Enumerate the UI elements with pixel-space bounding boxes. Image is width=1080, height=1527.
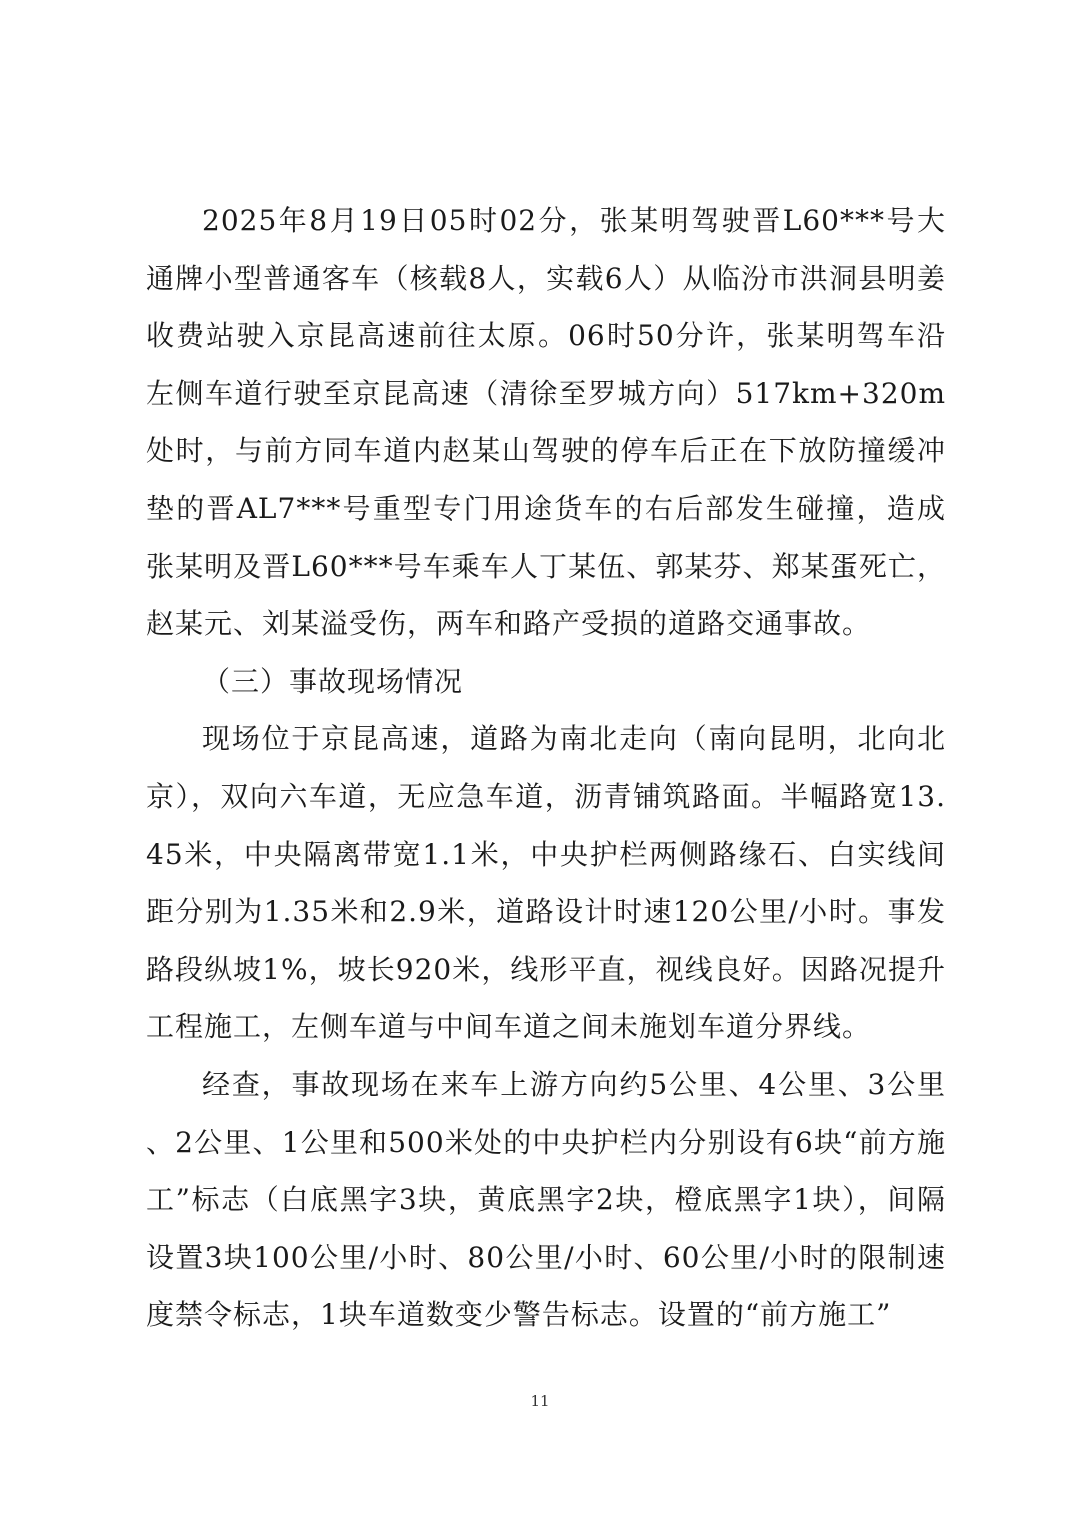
document-body bbox=[146, 192, 946, 1344]
section-heading-scene: （三）事故现场情况 bbox=[202, 664, 464, 698]
page-number: 11 bbox=[530, 1392, 550, 1410]
accident-overview-paragraph: 2025年8月19日05时02分，张某明驾驶晋L60***号大通牌小型普通客车（核载8人，实载6人）从临汾市洪洞县明姜收费站驶入京昆高速前往太原。06时50分许，张某明驾车沿左侧车道行驶至京昆高速（清徐至罗城方向）517km+320m处时，与前方同车道内赵某山驾驶的停车后正在下放防撞缓冲垫的晋AL7***号重型专门用途货车的右后部发生碰撞，造成张某明及晋L60***号车乘车人丁某伍、郭某芬、郑某蛋死亡，赵某元、刘某溢受伤，两车和路产受损的道路交通事故。 bbox=[146, 204, 946, 641]
signage-paragraph: 经查，事故现场在来车上游方向约5公里、4公里、3公里、2公里、1公里和500米处的中央护栏内分别设有6块“前方施工”标志（白底黑字3块，黄底黑字2块，橙底黑字1块），间隔设置3块100公里/小时、80公里/小时、60公里/小时的限制速度禁令标志，1块车道数变少警告标志。设置的“前方施工” bbox=[146, 1067, 946, 1332]
road-conditions-paragraph: 现场位于京昆高速，道路为南北走向（南向昆明，北向北京），双向六车道，无应急车道，沥青铺筑路面。半幅路宽13.45米，中央隔离带宽1.1米，中央护栏两侧路缘石、白实线间距分别为1.35米和2.9米，道路设计时速120公里/小时。事发路段纵坡1%，坡长920米，线形平直，视线良好。因路况提升工程施工，左侧车道与中间车道之间未施划车道分界线。 bbox=[146, 722, 946, 1044]
